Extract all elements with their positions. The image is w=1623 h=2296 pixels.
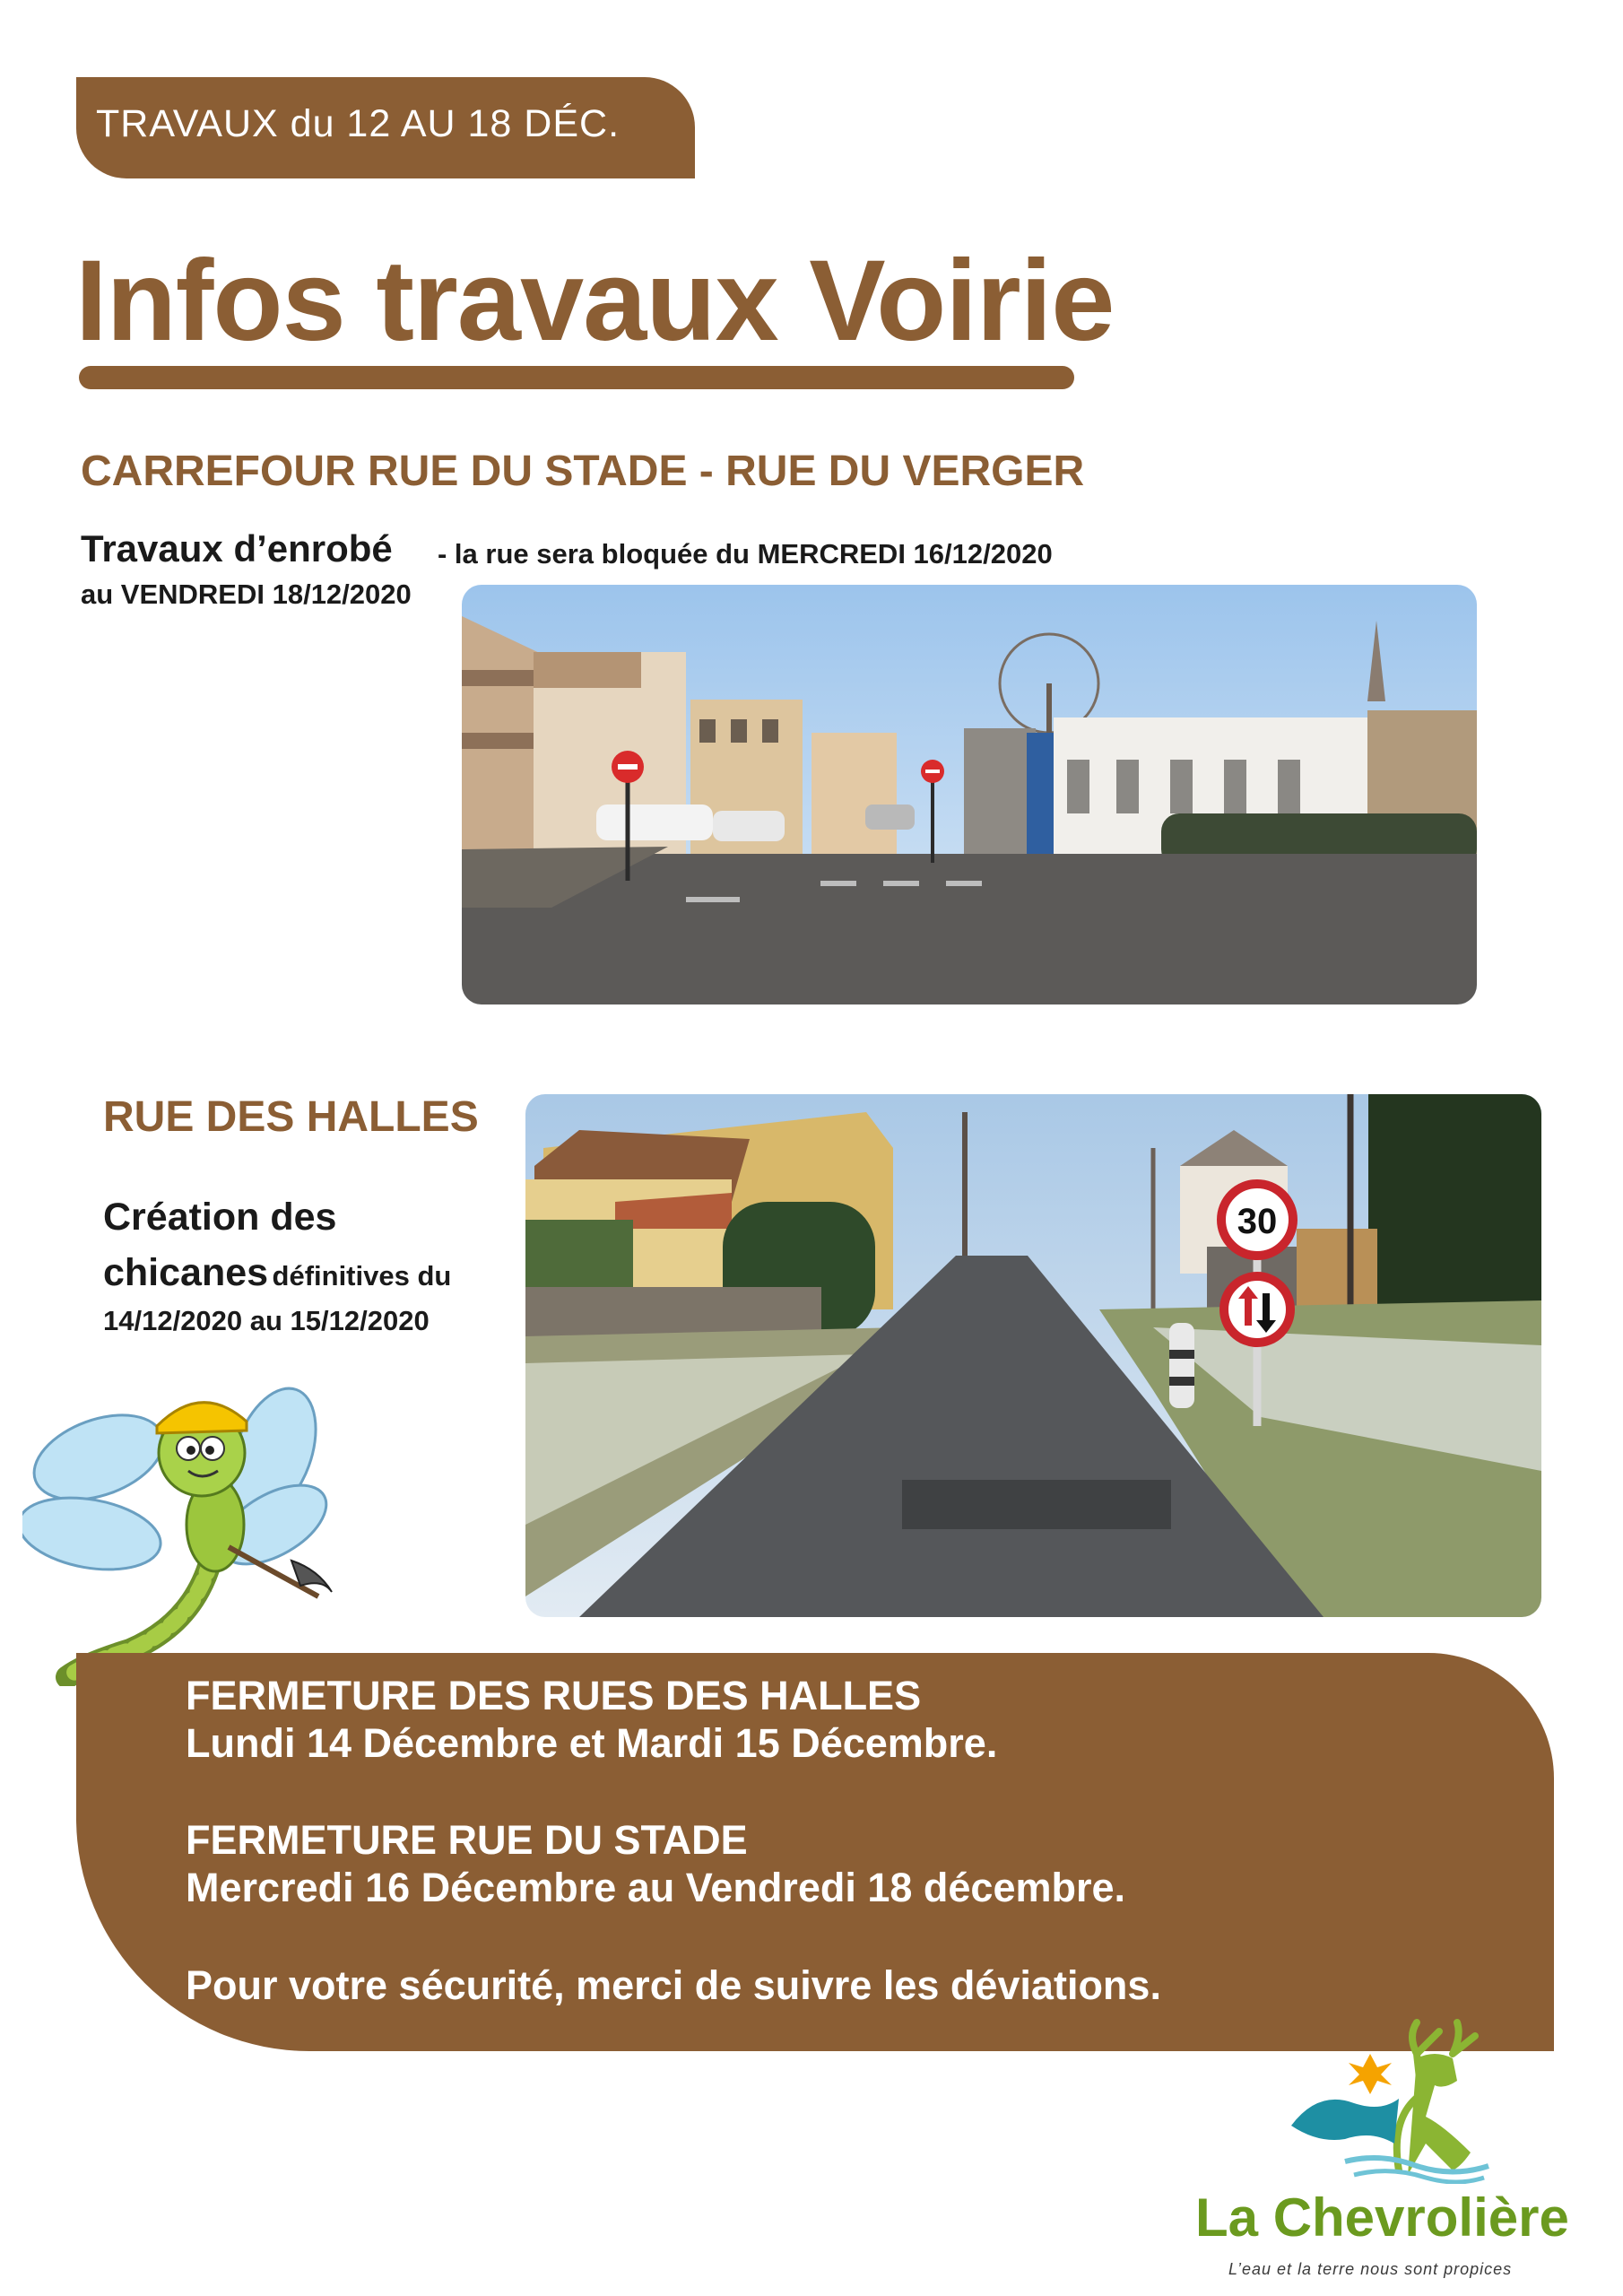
closure-2-title: FERMETURE RUE DU STADE <box>186 1817 748 1863</box>
deer-fish-logo-icon <box>1282 2018 1497 2184</box>
section-1-heading: CARREFOUR RUE DU STADE - RUE DU VERGER <box>81 448 1085 495</box>
logo-slogan: L’eau et la terre nous sont propices <box>1228 2260 1513 2278</box>
closure-1-dates: Lundi 14 Décembre et Mardi 15 Décembre. <box>186 1720 998 1766</box>
crossroads-photo <box>462 585 1477 1004</box>
la-chevroliere-logo <box>1282 2018 1497 2184</box>
section-2-line-1: Création des <box>103 1196 337 1239</box>
date-badge <box>76 77 695 178</box>
rue-des-halles-photo <box>525 1094 1541 1617</box>
section-2-chicanes: chicanes <box>103 1251 269 1294</box>
closure-info-band <box>76 1653 1554 2051</box>
section-1-label: Travaux d’enrobé <box>81 527 393 570</box>
section-2-line-3: 14/12/2020 au 15/12/2020 <box>103 1305 430 1336</box>
closure-2-dates: Mercredi 16 Décembre au Vendredi 18 décembre. <box>186 1865 1126 1910</box>
section-2-definitives: définitives du <box>272 1260 452 1292</box>
logo-name: La Chevrolière <box>1195 2187 1569 2248</box>
safety-note: Pour votre sécurité, merci de suivre les déviations. <box>186 1962 1161 2008</box>
speed-limit-sign-text: 30 <box>1237 1202 1278 1241</box>
section-1-detail-2: au VENDREDI 18/12/2020 <box>81 578 412 610</box>
dragonfly-mascot-icon <box>22 1381 345 1686</box>
section-2-line-2 <box>103 1251 451 1295</box>
section-1-detail-1: - la rue sera bloquée du MERCREDI 16/12/2020 <box>438 538 1053 570</box>
title-underline <box>79 366 1074 389</box>
dragonfly-mascot <box>22 1381 345 1686</box>
crossroads-photo-image <box>462 585 1477 1004</box>
closure-1-title: FERMETURE DES RUES DES HALLES <box>186 1673 922 1718</box>
date-badge-text: TRAVAUX du 12 AU 18 DÉC. <box>96 102 621 145</box>
section-2-heading: RUE DES HALLES <box>103 1093 479 1141</box>
rue-des-halles-photo-image <box>525 1094 1541 1617</box>
page-title: Infos travaux Voirie <box>75 237 1115 365</box>
